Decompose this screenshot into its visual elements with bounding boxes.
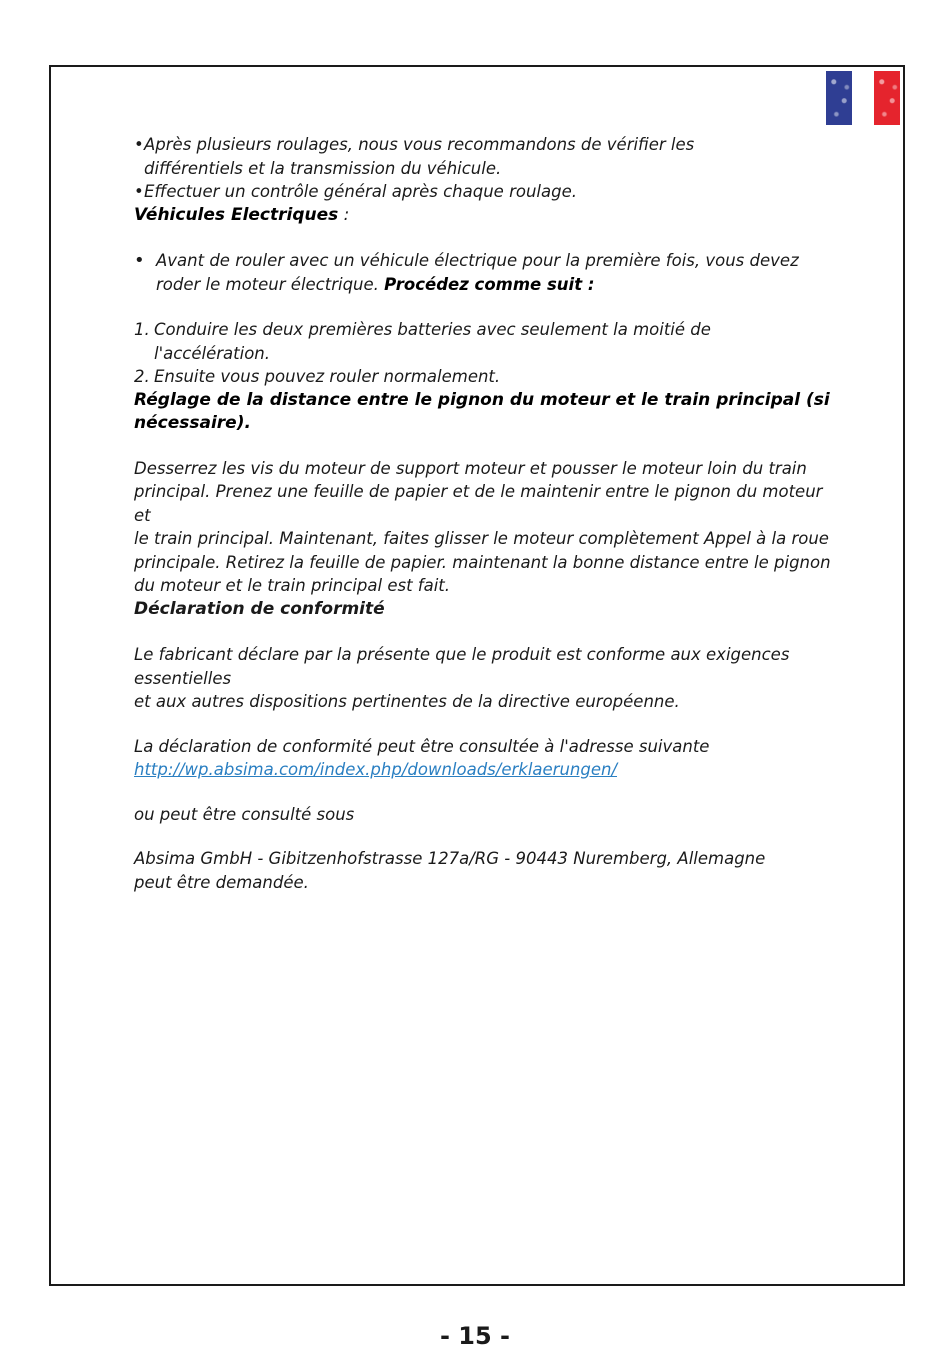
bullet-text: Après plusieurs roulages, nous vous recommandons de vérifier les [144, 135, 695, 154]
flag-blue-stripe [826, 71, 852, 125]
electric-heading-text: Véhicules Electriques [134, 204, 339, 225]
bullet-marker: • [134, 135, 144, 154]
step-line1: Conduire les deux premières batteries avec seulement la moitié de [154, 320, 711, 339]
list-item [134, 133, 844, 157]
intro-bullets [134, 133, 844, 204]
declaration-para1 [134, 643, 844, 714]
declaration-para3: ou peut être consulté sous [134, 804, 355, 824]
step-line1: Ensuite vous pouvez rouler normalement. [154, 367, 501, 386]
declaration-para2 [134, 735, 844, 782]
page-content [134, 133, 844, 894]
declaration-line: et aux autres dispositions pertinentes de la directive européenne. [134, 692, 680, 711]
address-block [134, 847, 844, 894]
reglage-heading: Réglage de la distance entre le pignon du moteur et le train principal (si nécessaire). [134, 389, 830, 433]
reglage-line: le train principal. Maintenant, faites glisser le moteur complètement Appel à la roue [134, 529, 829, 548]
reglage-line: Desserrez les vis du moteur de support moteur et pousser le moteur loin du train [134, 458, 807, 478]
list-item [134, 365, 844, 389]
flag-red-stripe [874, 71, 900, 125]
reglage-line: principale. Retirez la feuille de papier. maintenant la bonne distance entre le pignon [134, 552, 831, 572]
page-number: - 15 - [439, 1322, 511, 1350]
list-item [134, 157, 844, 181]
electric-bullet-body [156, 249, 799, 296]
list-item [134, 318, 844, 365]
bullet-marker [134, 157, 144, 181]
declaration-line: La déclaration de conformité peut être consultée à l'adresse suivante [134, 736, 710, 756]
electric-bullet [134, 249, 844, 296]
address-line: Absima GmbH - Gibitzenhofstrasse 127a/RG - 90443 Nuremberg, Allemagne [134, 849, 766, 868]
step-number: 2. [134, 367, 150, 386]
reglage-line: principal. Prenez une feuille de papier et de le maintenir entre le pignon du moteur et [134, 482, 823, 525]
reglage-line: du moteur et le train principal est fait. [134, 576, 450, 595]
address-line: peut être demandée. [134, 872, 309, 892]
bullet-marker: • [134, 250, 145, 271]
list-item [134, 180, 844, 204]
bullet-marker: • [134, 182, 144, 201]
electric-bullet-strong: Procédez comme suit : [384, 274, 595, 294]
bullet-text: Effectuer un contrôle général après chaque roulage. [144, 182, 577, 201]
step-number: 1. [134, 320, 150, 339]
declaration-heading: Déclaration de conformité [134, 598, 385, 619]
electric-heading-suffix: : [338, 204, 350, 225]
step-line2: l'accélération. [154, 343, 271, 363]
declaration-line: Le fabricant déclare par la présente que le produit est conforme aux exigences essentielles [134, 645, 790, 688]
bullet-text: différentiels et la transmission du véhicule. [144, 158, 502, 178]
reglage-body [134, 457, 844, 598]
electric-bullet-line2: roder le moteur électrique. [156, 274, 379, 294]
declaration-link[interactable]: http://wp.absima.com/index.php/downloads/erklaerungen/ [134, 760, 618, 779]
electric-bullet-line1: Avant de rouler avec un véhicule électrique pour la première fois, vous devez [156, 251, 799, 270]
electric-section-heading [134, 204, 844, 228]
numbered-steps [134, 318, 844, 389]
